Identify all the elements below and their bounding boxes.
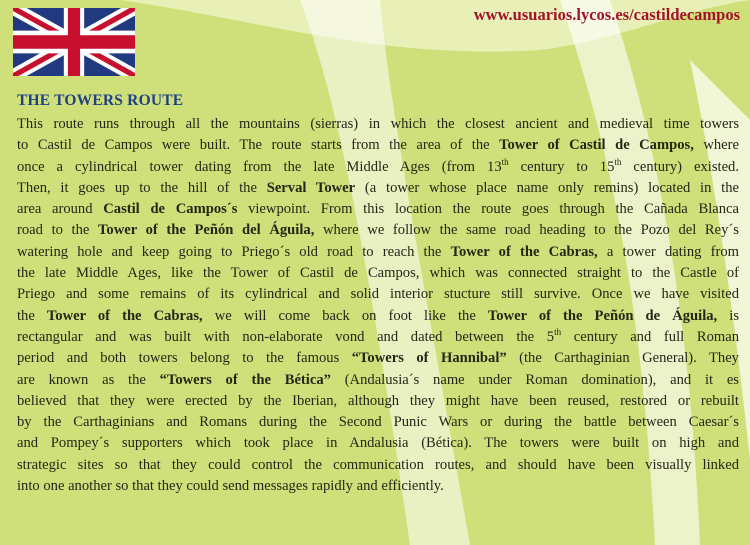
text-line: Then, it goes up to the hill of the Serval Tower (a tower whose place name only remins) located in the <box>17 179 739 196</box>
text-line: the late Middle Ages, like the Tower of Castil de Campos, which was connected straight to the Castle of <box>17 265 739 282</box>
text-line: by the Carthaginians and Romans during the Second Punic Wars or during the battle between Caesar´s <box>17 414 739 431</box>
text-line: strategic sites so that they could control the communication routes, and should have been visually linked <box>17 456 739 473</box>
text-line: the Tower of the Cabras, we will come back on foot like the Tower of the Peñón de Águila, is <box>17 307 739 324</box>
page-title: THE TOWERS ROUTE <box>17 92 184 109</box>
text-line: into one another so that they could send messages rapidly and efficiently. <box>17 478 444 495</box>
text-line: and Pompey´s supporters which took place in Andalusia (Bética). The towers were built on high and <box>17 435 739 452</box>
text-line: once a cylindrical tower dating from the late Middle Ages (from 13th century to 15th century) existed. <box>17 156 740 175</box>
text-line: watering hole and keep going to Priego´s old road to reach the Tower of the Cabras, a tower dating from <box>17 243 739 260</box>
text-line: This route runs through all the mountains (sierras) in which the closest ancient and medieval time towers <box>17 116 739 132</box>
website-url[interactable]: www.usuarios.lycos.es/castildecampos <box>473 5 740 24</box>
text-line: rectangular and was built with non-elaborate vond and dated between the 5th century and full Roman <box>17 327 739 345</box>
text-line: believed that they were erected by the Iberian, although they might have been reused, restored or rebuilt <box>17 392 739 409</box>
text-line: period and both towers belong to the famous “Towers of Hannibal” (the Carthaginian General). They <box>17 350 739 367</box>
union-jack-flag-icon <box>13 8 135 76</box>
text-line: are known as the “Towers of the Bética” (Andalusia´s name under Roman domination), and it es <box>17 371 739 388</box>
text-line: to Castil de Campos were built. The route starts from the area of the Tower of Castil de Campos, where <box>17 137 739 154</box>
text-line: area around Castil de Campos´s viewpoint. From this location the route goes through the Cañada Blanca <box>17 201 739 218</box>
text-line: road to the Tower of the Peñón del Águila, where we follow the same road heading to the Pozo del Rey´s <box>17 222 739 239</box>
text-line: Priego and some remains of its cylindrical and solid interior stucture still survive. Once we have visited <box>17 286 739 303</box>
route-description <box>17 114 739 497</box>
